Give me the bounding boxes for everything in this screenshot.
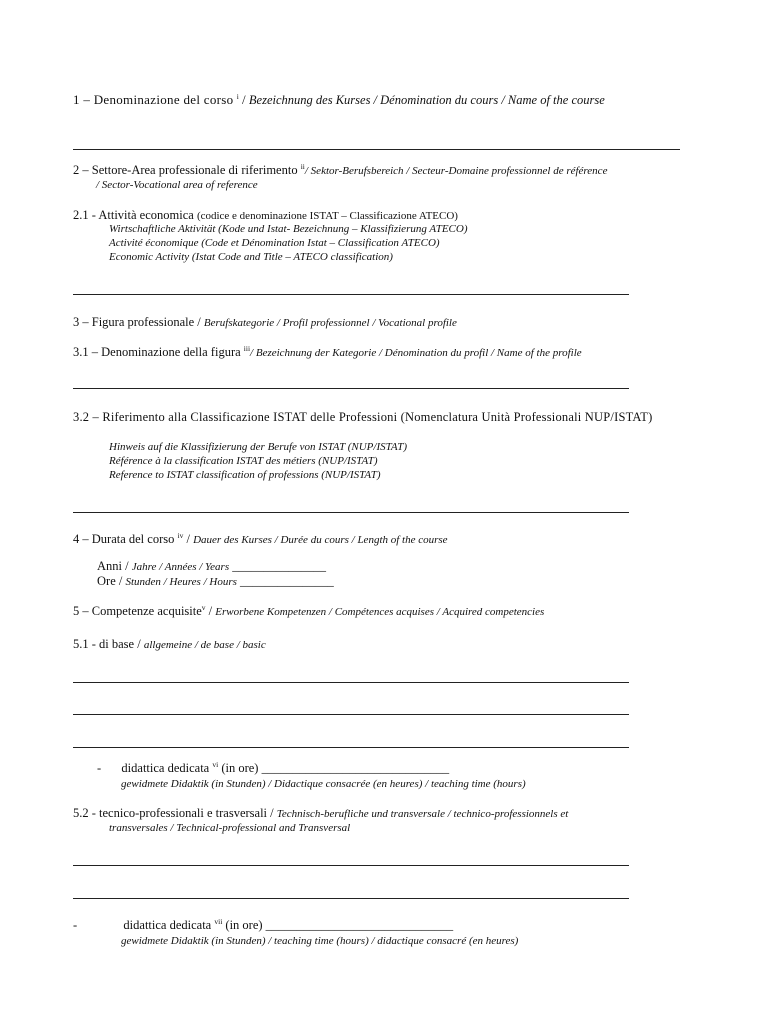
answer-line[interactable] (73, 898, 629, 899)
section-3-1-translation: / Bezeichnung der Kategorie / Dénomination du profil / Name of the profile (250, 347, 582, 359)
answer-line[interactable] (73, 865, 629, 866)
endnote-marker: iv (177, 531, 184, 540)
years-label: Anni / (97, 559, 129, 573)
section-2-translation-1: / Sektor-Berufsbereich / Secteur-Domaine professionnel de référence (304, 165, 608, 177)
answer-line[interactable] (73, 388, 629, 389)
dedicated-teaching-row-2: - didattica dedicata $^{vii}$ (in ore) ______________________________ (73, 917, 454, 932)
endnote-marker: v (201, 603, 206, 612)
section-5-1-title: 5.1 - di base (73, 637, 135, 651)
answer-line[interactable] (73, 682, 629, 683)
section-3-2-de: Hinweis auf die Klassifizierung der Berufe von ISTAT (NUP/ISTAT) (109, 441, 408, 453)
section-5-2-title: 5.2 - tecnico-professionali e trasversali (73, 806, 268, 820)
hours-input[interactable]: _______________ (240, 574, 334, 588)
section-5-2-translation-1: Technisch-berufliche und transversale / technico-professionnels et (276, 808, 569, 820)
section-3-translation: Berufskategorie / Profil professionnel / Vocational profile (203, 317, 457, 329)
years-translation: Jahre / Années / Years (131, 561, 230, 573)
section-3-2-fr: Référence à la classification ISTAT des métiers (NUP/ISTAT) (109, 455, 378, 467)
section-4-title: 4 – Durata del corso (73, 532, 175, 546)
section-3-title: 3 – Figura professionale (73, 315, 195, 329)
years-input[interactable]: _______________ (232, 559, 326, 573)
section-1-title: 1 – Denominazione del corso (73, 92, 234, 107)
endnote-marker: vii (214, 917, 223, 926)
dedicated-teaching-label: didattica dedicata (121, 761, 210, 775)
answer-line[interactable] (73, 714, 629, 715)
section-5-2-heading: 5.2 - tecnico-professionali e trasversali / Technisch-berufliche und transversale / technico-professionnels et (73, 806, 569, 820)
endnote-marker: i (236, 92, 239, 101)
dedicated-teaching-translation-1: gewidmete Didaktik (in Stunden) / Didactique consacrée (en heures) / teaching time (hours) (121, 778, 526, 790)
hours-translation: Stunden / Heures / Hours (125, 576, 237, 588)
endnote-marker: iii (243, 344, 251, 353)
years-row (97, 559, 497, 575)
bullet-dash: - (97, 761, 102, 775)
section-3-2-heading: 3.2 – Riferimento alla Classificazione ISTAT delle Professioni (Nomenclatura Unità Professionali NUP/ISTAT) (73, 410, 653, 424)
section-5-1-translation: allgemeine / de base / basic (143, 639, 266, 651)
section-3-1-title: 3.1 – Denominazione della figura (73, 345, 241, 359)
hours-input[interactable]: ______________________________ (261, 761, 450, 775)
dedicated-teaching-label: didattica dedicata (123, 918, 212, 932)
section-2-title: 2 – Settore-Area professionale di riferimento (73, 163, 298, 177)
section-1-heading: 1 – Denominazione del corso $^i$ / Bezeichnung des Kurses / Dénomination du cours / Name of the course (73, 92, 605, 107)
section-3-2-en: Reference to ISTAT classification of professions (NUP/ISTAT) (109, 469, 381, 481)
section-2-1-de: Wirtschaftliche Aktivität (Kode und Istat- Bezeichnung – Klassifizierung ATECO) (109, 223, 468, 235)
answer-line[interactable] (73, 294, 629, 295)
hours-row (97, 574, 497, 590)
answer-line[interactable] (73, 512, 629, 513)
section-2-1-paren: (codice e denominazione ISTAT – Classificazione ATECO) (196, 210, 458, 222)
section-2-heading (73, 163, 699, 179)
endnote-marker: vi (212, 760, 219, 769)
section-1-translation: Bezeichnung des Kurses / Dénomination du cours / Name of the course (248, 93, 605, 107)
section-5-1-heading: 5.1 - di base / allgemeine / de base / basic (73, 637, 266, 651)
answer-line[interactable] (73, 747, 629, 748)
hours-label: Ore / (97, 574, 123, 588)
section-3-1-heading (73, 345, 699, 361)
section-2-1-title: 2.1 - Attività economica (73, 208, 194, 222)
section-3-heading: 3 – Figura professionale / Berufskategorie / Profil professionnel / Vocational profile (73, 315, 457, 329)
section-4-heading: 4 – Durata del corso $^{iv}$ / Dauer des Kurses / Durée du cours / Length of the course (73, 531, 448, 546)
section-5-translation: Erworbene Kompetenzen / Compétences acquises / Acquired competencies (215, 606, 545, 618)
section-2-translation-2: / Sector-Vocational area of reference (96, 179, 258, 191)
section-5-heading: 5 – Competenze acquisite$^v$ / Erworbene Kompetenzen / Compétences acquises / Acquired competencies (73, 603, 545, 618)
dedicated-teaching-row-1: - didattica dedicata $^{vi}$ (in ore) ______________________________ (97, 760, 450, 775)
section-2-1-fr: Activité économique (Code et Dénomination Istat – Classification ATECO) (109, 237, 440, 249)
section-2-1-en: Economic Activity (Istat Code and Title – ATECO classification) (109, 251, 393, 263)
bullet-dash: - (73, 918, 78, 932)
endnote-marker: ii (300, 162, 305, 171)
hours-input[interactable]: ______________________________ (265, 918, 454, 932)
section-4-translation: Dauer des Kurses / Durée du cours / Length of the course (193, 534, 448, 546)
section-5-title: 5 – Competenze acquisite (73, 604, 202, 618)
answer-line[interactable] (73, 149, 680, 150)
section-5-2-translation-2: transversales / Technical-professional and Transversal (109, 822, 351, 834)
dedicated-teaching-translation-2: gewidmete Didaktik (in Stunden) / teaching time (hours) / didactique consacré (en heures) (121, 935, 519, 947)
